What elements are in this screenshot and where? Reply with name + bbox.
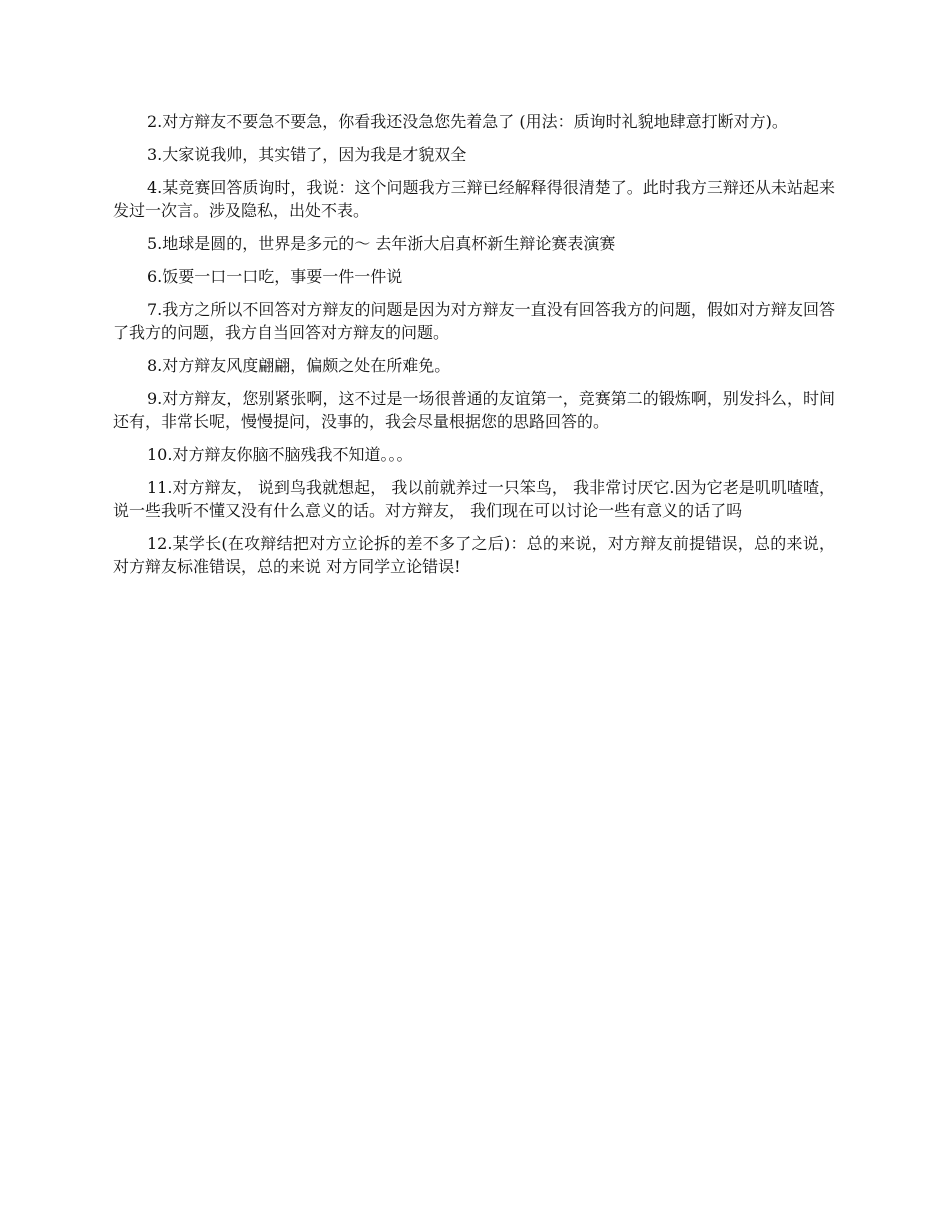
document-body xyxy=(113,110,835,588)
paragraph-8: 8.对方辩友风度翩翩，偏颇之处在所难免。 xyxy=(147,356,451,375)
paragraph-3: 3.大家说我帅，其实错了，因为我是才貌双全 xyxy=(147,145,467,164)
paragraph-4: 4.某竞赛回答质询时，我说：这个问题我方三辩已经解释得很清楚了。此时我方三辩还从未站起来发过一次言。涉及隐私，出处不表。 xyxy=(113,178,835,220)
paragraph-10: 10.对方辩友你脑不脑残我不知道。。。 xyxy=(147,445,413,464)
paragraph-9: 9.对方辩友，您别紧张啊，这不过是一场很普通的友谊第一，竞赛第二的锻炼啊，别发抖么，时间还有，非常长呢，慢慢提问，没事的，我会尽量根据您的思路回答的。 xyxy=(113,389,835,431)
paragraph-11: 11.对方辩友， 说到鸟我就想起， 我以前就养过一只笨鸟， 我非常讨厌它.因为它老是叽叽喳喳， 说一些我听不懂又没有什么意义的话。对方辩友， 我们现在可以讨论一些有意义的话了吗 xyxy=(113,478,835,520)
paragraph-2: 2.对方辩友不要急不要急，你看我还没急您先着急了 (用法：质询时礼貌地肆意打断对方)。 xyxy=(147,112,788,131)
paragraph-6: 6.饭要一口一口吃，事要一件一件说 xyxy=(147,267,403,286)
paragraph-5: 5.地球是圆的，世界是多元的～ 去年浙大启真杯新生辩论赛表演赛 xyxy=(147,234,616,253)
paragraph-7: 7.我方之所以不回答对方辩友的问题是因为对方辩友一直没有回答我方的问题，假如对方辩友回答了我方的问题，我方自当回答对方辩友的问题。 xyxy=(113,300,835,342)
paragraph-12: 12.某学长(在攻辩结把对方立论拆的差不多了之后)：总的来说，对方辩友前提错误，总的来说，对方辩友标准错误，总的来说 对方同学立论错误! xyxy=(113,534,835,576)
